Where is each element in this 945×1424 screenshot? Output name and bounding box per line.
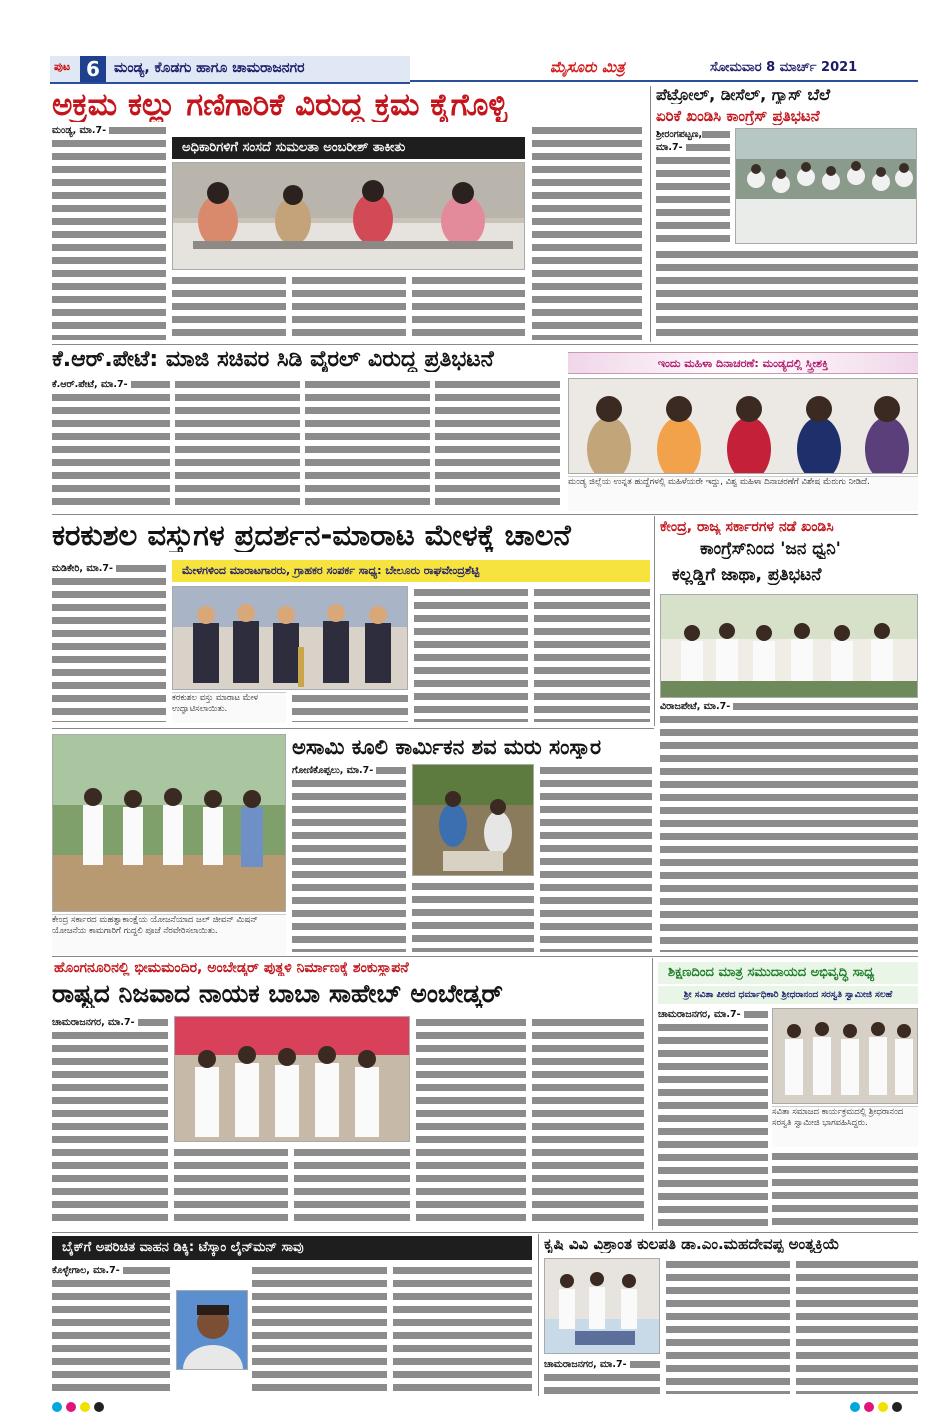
story3-headline: ಕೆ.ಆರ್.ಪೇಟೆ: ಮಾಜಿ ಸಚಿವರ ಸಿಡಿ ವೈರಲ್ ವಿರುದ್ಧ ಪ್ರತಿಭಟನೆ <box>52 348 494 372</box>
story7-body-col1 <box>292 764 406 952</box>
story2-headline-line2: ಏರಿಕೆ ಖಂಡಿಸಿ ಕಾಂಗ್ರೆಸ್ ಪ್ರತಿಭಟನೆ <box>656 108 820 125</box>
section-band <box>50 56 410 84</box>
story6-photo-rally <box>660 594 918 698</box>
section-rule <box>52 514 918 515</box>
story6-headline: ಕೇಂದ್ರ, ರಾಜ್ಯ ಸರ್ಕಾರಗಳ ನಡೆ ಖಂಡಿಸಿ <box>660 520 834 535</box>
page-number: 6 <box>80 56 106 82</box>
story1-body-col5 <box>532 124 642 340</box>
story11-body-col2 <box>666 1258 790 1394</box>
story6-body <box>660 700 918 952</box>
story7-photo-reburial <box>412 764 534 876</box>
story7-body-col3 <box>540 764 652 952</box>
story6-headline-line2: ಕಾಂಗ್ರೆಸ್‌ನಿಂದ 'ಜನ ಧ್ವನಿ' <box>700 540 841 559</box>
story3-body-col1 <box>52 378 170 510</box>
column-rule <box>538 1234 539 1396</box>
story5-body-col4 <box>414 586 528 722</box>
story5-dateline: ಮಡಿಕೇರಿ, ಮಾ.7- <box>52 563 116 574</box>
story8-kicker: ಹೊಂಗನೂರಿನಲ್ಲಿ ಭೀಮಮಂದಿರ, ಅಂಬೇಡ್ಕರ್ ಪುತ್ಥಳಿ ನಿರ್ಮಾಣಕ್ಕೆ ಶಂಕುಸ್ಥಾಪನೆ <box>54 960 409 976</box>
story2-body-full <box>656 248 918 340</box>
story4-caption: ಮಂಡ್ಯ ಜಿಲ್ಲೆಯ ಉನ್ನತ ಹುದ್ದೆಗಳಲ್ಲಿ ಮಹಿಳೆಯರೇ ಇದ್ದು, ವಿಶ್ವ ಮಹಿಳಾ ದಿನಾಚರಣೆಗೆ ವಿಶೇಷ ಮೆರುಗು ನೀಡಿದೆ. <box>568 476 918 511</box>
story7-caption: ಕೇಂದ್ರ ಸರ್ಕಾರದ ಮಹತ್ವಾಕಾಂಕ್ಷೆಯ ಯೋಜನೆಯಾದ ಜಲ್ ಜೀವನ್ ಮಿಷನ್ ಯೋಜನೆಯ ಕಾಮಗಾರಿಗೆ ಗುದ್ದಲಿ ಪೂಜೆ ನೆರವೇರಿಸಲಾಯಿತು. <box>52 914 286 955</box>
column-rule <box>650 86 651 342</box>
story5-photo-inauguration <box>172 586 408 690</box>
story11-headline: ಕೃಷಿ ವಿವಿ ವಿಶ್ರಾಂತ ಕುಲಪತಿ ಡಾ.ಎಂ.ಮಹದೇವಪ್ಪ ಅಂತ್ಯಕ್ರಿಯೆ <box>544 1236 840 1253</box>
page-header <box>50 56 918 82</box>
story11-photo-funeral <box>544 1258 660 1354</box>
registration-mark-icon <box>878 1402 888 1412</box>
story1-photo-meeting <box>172 162 525 270</box>
story8-dateline: ಚಾಮರಾಜನಗರ, ಮಾ.7- <box>52 1017 138 1028</box>
story4-photo-officers <box>568 378 918 474</box>
story1-body-col1 <box>52 124 166 340</box>
section-rule <box>52 956 918 957</box>
story3-body-col2 <box>175 378 300 510</box>
section-region: ಮಂಡ್ಯ, ಕೊಡಗು ಹಾಗೂ ಚಾಮರಾಜನಗರ <box>114 60 305 76</box>
column-rule <box>654 516 655 726</box>
story2-body-col1 <box>656 128 730 244</box>
story1-body-col4 <box>412 274 525 340</box>
story7-photo-groundbreaking <box>52 734 286 912</box>
story2-dateline: ಶ್ರೀರಂಗಪಟ್ಟಣ, ಮಾ.7- <box>656 129 703 153</box>
story9-photo-event <box>772 1008 918 1104</box>
story9-subhead: ಶ್ರೀ ಸವಿತಾ ಪೀಠದ ಧರ್ಮಾಧಿಕಾರಿ ಶ್ರೀಧರಾನಂದ ಸರಸ್ವತಿ ಸ್ವಾಮೀಜಿ ಸಲಹೆ <box>658 986 918 1004</box>
story10-body-col2 <box>252 1264 387 1394</box>
story1-dateline: ಮಂಡ್ಯ, ಮಾ.7- <box>52 125 109 136</box>
story10-dateline: ಕೊಳ್ಳೇಗಾಲ, ಮಾ.7- <box>52 1265 123 1276</box>
story8-body-col4 <box>416 1016 526 1226</box>
masthead-logo: ಮೈಸೂರು ಮಿತ್ರ <box>550 58 625 76</box>
registration-mark-icon <box>850 1402 860 1412</box>
story11-body-col1 <box>544 1358 660 1394</box>
registration-mark-icon <box>94 1402 104 1412</box>
story3-dateline: ಕೆ.ಆರ್.ಪೇಟೆ, ಮಾ.7- <box>52 379 131 390</box>
story9-headline: ಶಿಕ್ಷಣದಿಂದ ಮಾತ್ರ ಸಮುದಾಯದ ಅಭಿವೃದ್ಧಿ ಸಾಧ್ಯ <box>658 962 918 984</box>
story7-headline: ಅಸಾಮಿ ಕೂಲಿ ಕಾರ್ಮಿಕನ ಶವ ಮರು ಸಂಸ್ಕಾರ <box>292 736 602 759</box>
story5-subhead: ಮೇಳಗಳಿಂದ ಮಾರಾಟಗಾರರು, ಗ್ರಾಹಕರ ಸಂಪರ್ಕ ಸಾಧ್ಯ: ಬೇಲೂರು ರಾಘವೇಂದ್ರಶೆಟ್ಟಿ <box>172 560 650 582</box>
story4-band: ಇಂದು ಮಹಿಳಾ ದಿನಾಚರಣೆ: ಮಂಡ್ಯದಲ್ಲಿ ಸ್ತ್ರೀಶಕ್ತಿ <box>568 352 918 374</box>
story9-body-col2 <box>772 1150 918 1228</box>
story5-caption: ಕರಕುಶಲ ವಸ್ತು ಮಾರಾಟ ಮೇಳ ಉದ್ಘಾಟಿಸಲಾಯಿತು. <box>172 692 286 723</box>
story11-body-col3 <box>796 1258 918 1394</box>
story5-body-col5 <box>534 586 650 722</box>
story8-photo-foundation <box>174 1016 410 1142</box>
story9-caption: ಸವಿತಾ ಸಮಾಜದ ಕಾರ್ಯಕ್ರಮದಲ್ಲಿ ಶ್ರೀಧರಾನಂದ ಸರಸ್ವತಿ ಸ್ವಾಮೀಜಿ ಭಾಗವಹಿಸಿದ್ದರು. <box>772 1106 918 1147</box>
story1-headline: ಅಕ್ರಮ ಕಲ್ಲು ಗಣಿಗಾರಿಕೆ ವಿರುದ್ಧ ಕ್ರಮ ಕೈಗೊಳ್ಳಿ <box>52 88 508 123</box>
story8-headline: ರಾಷ್ಟ್ರದ ನಿಜವಾದ ನಾಯಕ ಬಾಬಾ ಸಾಹೇಬ್ ಅಂಬೇಡ್ಕರ್ <box>52 980 503 1008</box>
story10-headline: ಬೈಕ್‌ಗೆ ಅಪರಿಚಿತ ವಾಹನ ಡಿಕ್ಕಿ: ಟೆಸ್ಕಾಂ ಲೈನ್‌ಮನ್ ಸಾವು <box>52 1236 532 1260</box>
story9-dateline: ಚಾಮರಾಜನಗರ, ಮಾ.7- <box>658 1009 744 1020</box>
story8-body-col1 <box>52 1016 168 1226</box>
story10-body-col3 <box>393 1264 532 1394</box>
registration-mark-icon <box>52 1402 62 1412</box>
page-label: ಪುಟ <box>54 60 71 73</box>
header-rule <box>410 80 918 82</box>
story11-dateline: ಚಾಮರಾಜನಗರ, ಮಾ.7- <box>544 1359 630 1370</box>
story8-body-col2 <box>174 1146 288 1226</box>
section-rule <box>52 344 918 345</box>
story5-body-col1 <box>52 562 166 722</box>
registration-mark-icon <box>892 1402 902 1412</box>
registration-mark-icon <box>66 1402 76 1412</box>
story1-body-col2 <box>172 274 286 340</box>
story5-headline: ಕರಕುಶಲ ವಸ್ತುಗಳ ಪ್ರದರ್ಶನ-ಮಾರಾಟ ಮೇಳಕ್ಕೆ ಚಾಲನೆ <box>52 520 571 552</box>
registration-mark-icon <box>864 1402 874 1412</box>
story7-dateline: ಗೋಣಿಕೊಪ್ಪಲು, ಮಾ.7- <box>292 765 376 776</box>
story3-body-col4 <box>435 378 560 510</box>
story6-headline-line3: ಕಲ್ಲಡ್ಡಿಗೆ ಜಾಥಾ, ಪ್ರತಿಭಟನೆ <box>672 566 822 585</box>
story7-body-col2 <box>412 880 534 952</box>
story3-body-col3 <box>305 378 430 510</box>
story1-body-col3 <box>292 274 406 340</box>
section-rule <box>52 1232 918 1233</box>
column-rule <box>652 958 653 1230</box>
story1-subhead: ಅಧಿಕಾರಿಗಳಿಗೆ ಸಂಸದೆ ಸುಮಲತಾ ಅಂಬರೀಶ್ ತಾಕೀತು <box>172 137 525 159</box>
story8-body-col3 <box>294 1146 410 1226</box>
section-rule <box>52 728 654 729</box>
story2-headline: ಪೆಟ್ರೋಲ್, ಡೀಸೆಲ್, ಗ್ಯಾಸ್ ಬೆಲೆ <box>656 86 831 104</box>
story9-body-col1 <box>658 1008 768 1228</box>
story2-photo-protest <box>735 128 917 244</box>
story8-body-col5 <box>532 1016 644 1226</box>
registration-mark-icon <box>80 1402 90 1412</box>
story5-body-col3 <box>292 692 408 722</box>
issue-date: ಸೋಮವಾರ 8 ಮಾರ್ಚ್ 2021 <box>710 60 858 75</box>
story10-photo-victim <box>176 1290 248 1370</box>
story10-body-col1 <box>52 1264 170 1394</box>
story6-dateline: ವಿರಾಜಪೇಟೆ, ಮಾ.7- <box>660 701 733 712</box>
